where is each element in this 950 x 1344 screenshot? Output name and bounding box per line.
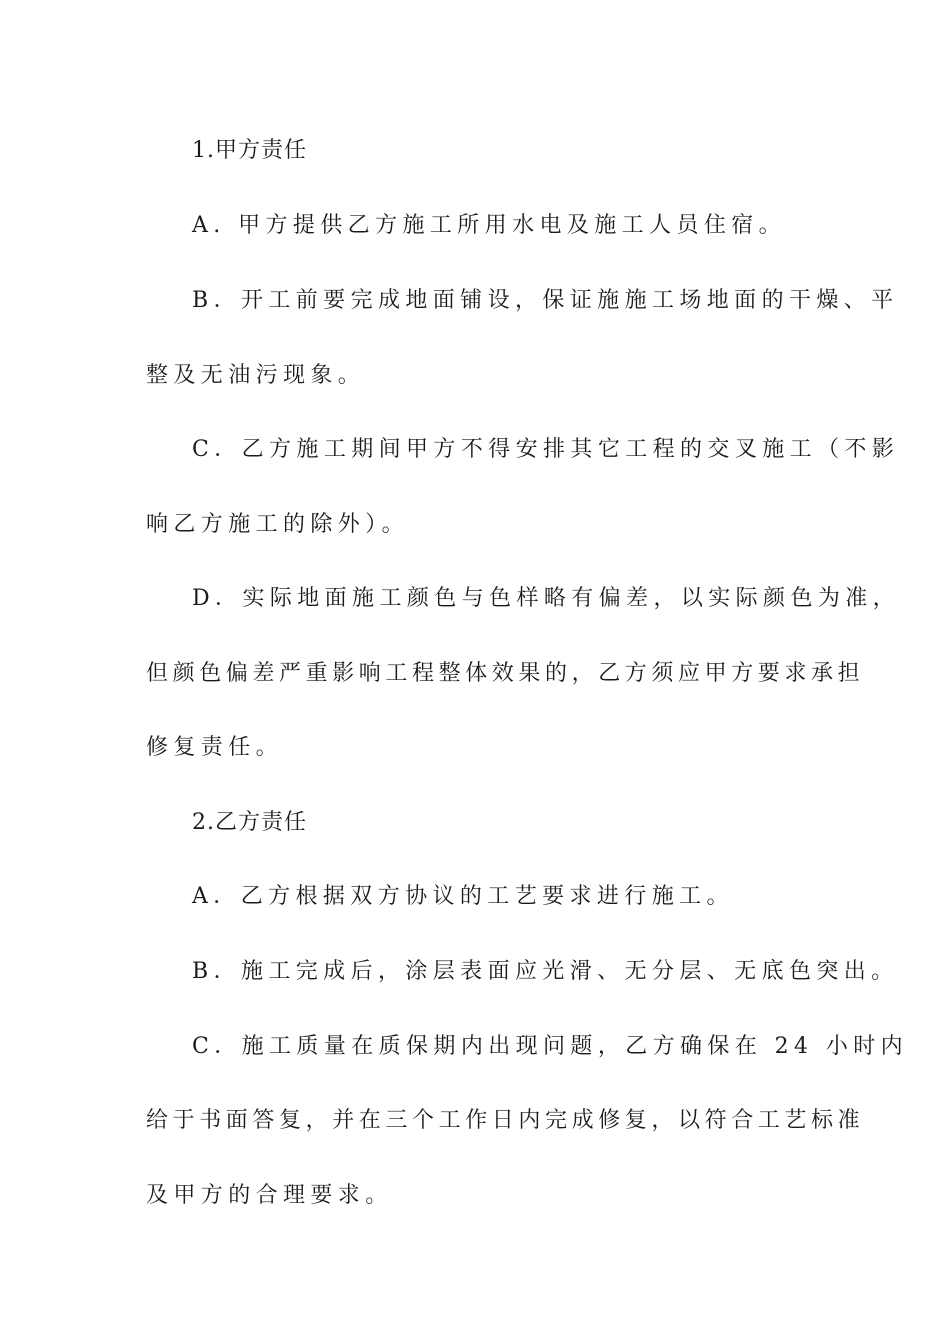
section1-item-c-line2: 响乙方施工的除外）。 (146, 512, 410, 537)
section1-item-c-line1: C．乙方施工期间甲方不得安排其它工程的交叉施工（不影 (192, 437, 900, 462)
section2-item-c-line1: C．施工质量在质保期内出现问题，乙方确保在 24 小时内 (192, 1034, 909, 1059)
section2-item-c-line3: 及甲方的合理要求。 (146, 1183, 393, 1208)
section1-item-a: A. 甲方提供乙方施工所用水电及施工人员住宿。 (192, 213, 787, 238)
section1-item-d-line2: 但颜色偏差严重影响工程整体效果的，乙方须应甲方要求承担 (146, 661, 865, 686)
section2-heading: 2.乙方责任 (192, 810, 307, 835)
section2-item-c-line2: 给于书面答复，并在三个工作日内完成修复，以符合工艺标准 (146, 1108, 865, 1133)
section1-item-b-line2: 整及无油污现象。 (146, 363, 366, 388)
section1-heading: 1.甲方责任 (192, 138, 307, 163)
section1-item-b-line1: B．开工前要完成地面铺设，保证施施工场地面的干燥、平 (192, 288, 899, 313)
section2-item-b: B．施工完成后，涂层表面应光滑、无分层、无底色突出。 (192, 959, 899, 984)
section1-item-d-line3: 修复责任。 (146, 735, 284, 760)
section2-item-a: A．乙方根据双方协议的工艺要求进行施工。 (192, 884, 734, 909)
section1-item-d-line1: D．实际地面施工颜色与色样略有偏差，以实际颜色为准， (192, 586, 901, 611)
